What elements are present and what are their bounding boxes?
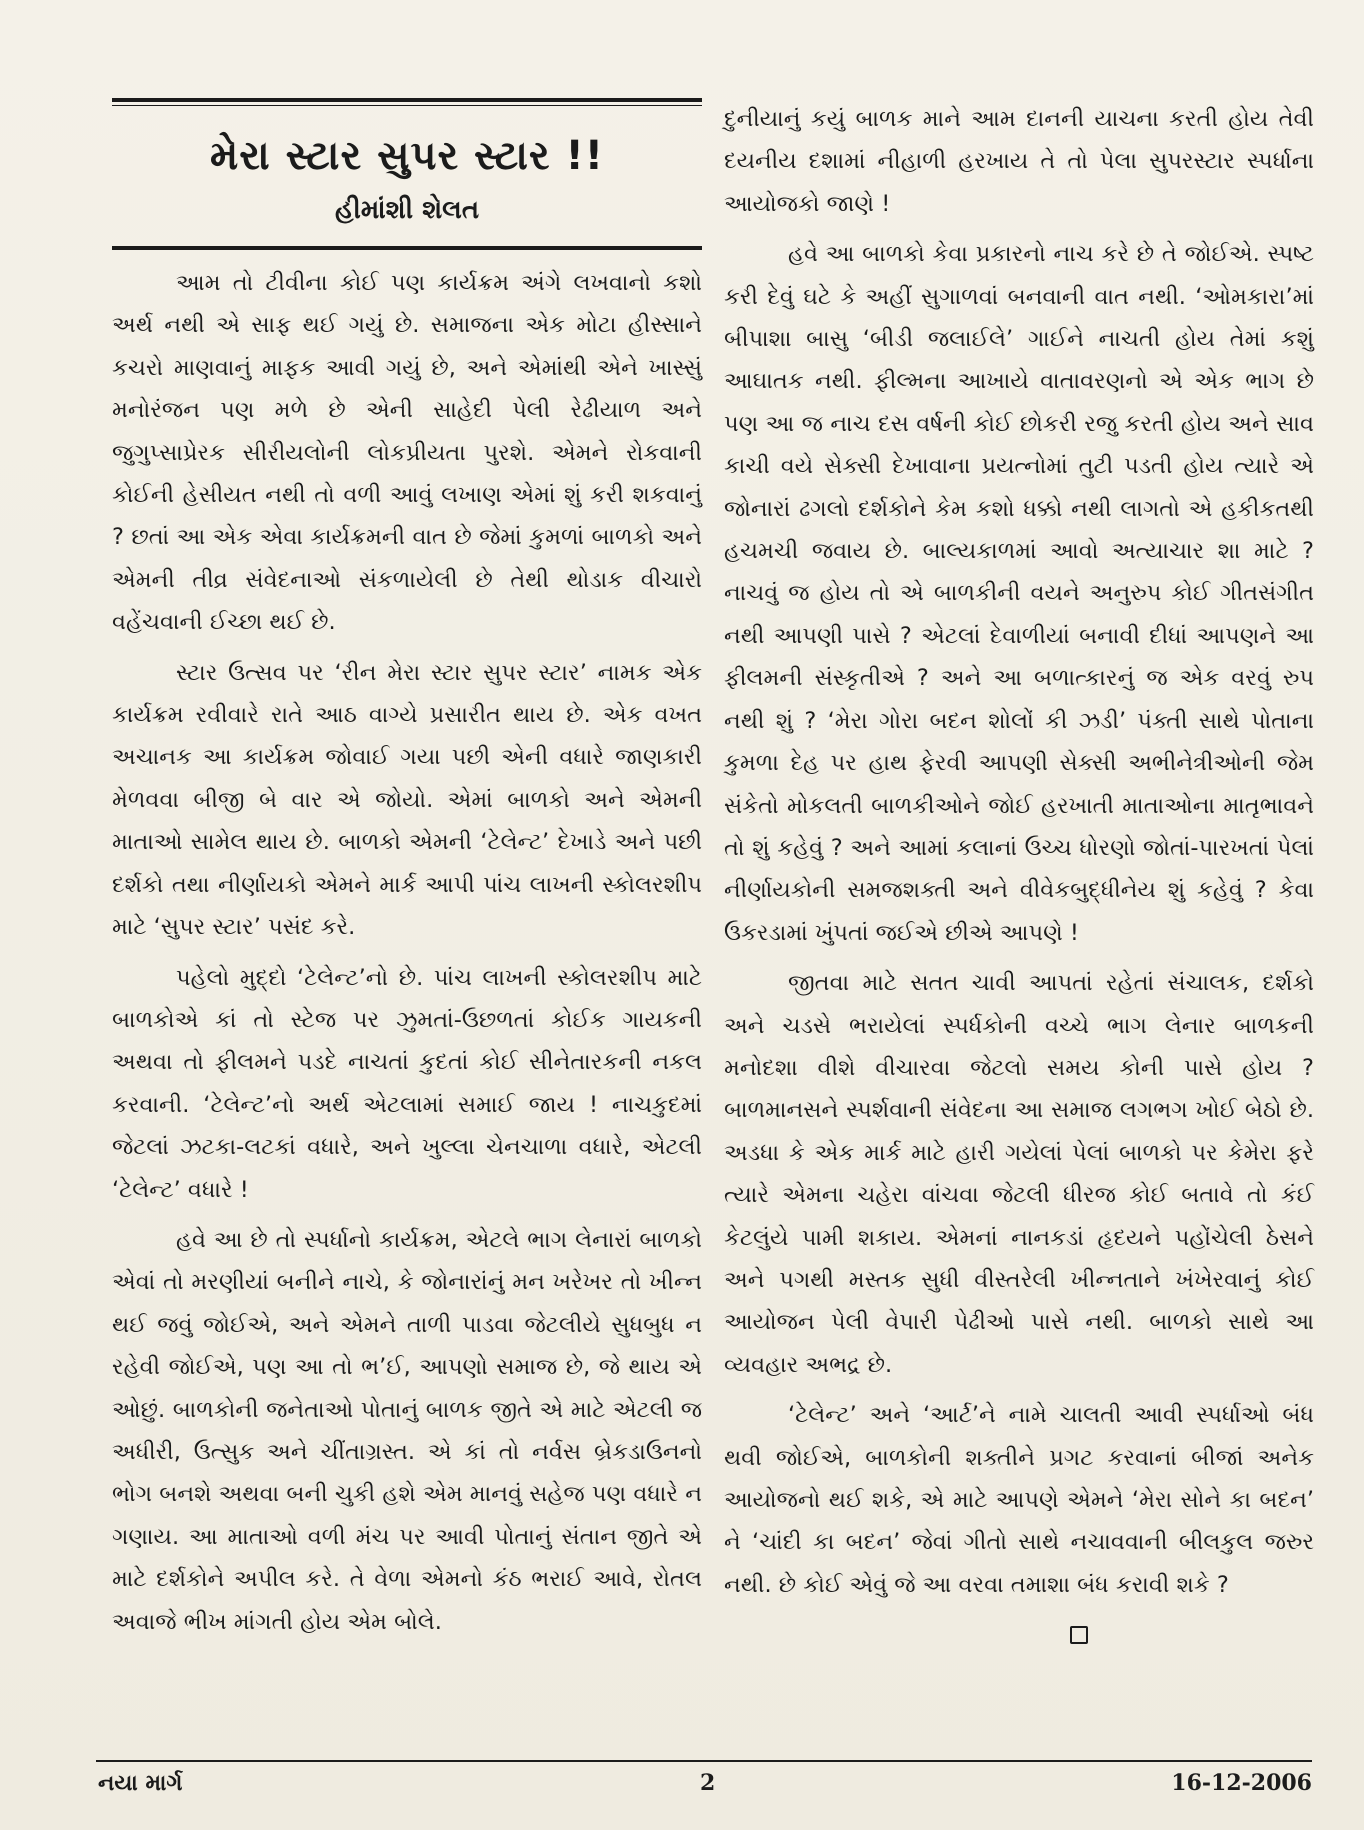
paragraph: હવે આ બાળકો કેવા પ્રકારનો નાચ કરે છે તે જોઈએ. સ્પષ્ટ કરી દેવું ઘટે કે અહીં સુગાળવાં બનવાની વાત નથી. ‘ઓમકારા’માં બીપાશા બાસુ ‘બીડી જલાઈલે’ ગાઈને નાચતી હોય તેમાં કશું આઘાતક નથી. ફીલ્મના આખાયે વાતાવરણનો એ એક ભાગ છે પણ આ જ નાચ દસ વર્ષની કોઈ છોકરી રજુ કરતી હોય અને સાવ કાચી વયે સેક્સી દેખાવાના પ્રયત્નોમાં તુટી પડતી હોય ત્યારે એ જોનારાં ઢગલો દર્શકોને કેમ કશો ધક્કો નથી લાગતો એ હકીકતથી હચમચી જવાય છે. બાલ્યકાળમાં આવો અત્યાચાર શા માટે ? નાચવું જ હોય તો એ બાળકીની વયને અનુરુપ કોઈ ગીતસંગીત નથી આપણી પાસે ? એટલાં દેવાળીયાં બનાવી દીધાં આપણને આ ફીલમની સંસ્કૃતીએ ? અને આ બળાત્કારનું જ એક વરવું રુપ નથી શું ? ‘મેરા ગોરા બદન શોલોં કી ઝડી’ પંક્તી સાથે પોતાના કુમળા દેહ પર હાથ ફેરવી આપણી સેક્સી અભીનેત્રીઓની જેમ સંકેતો મોકલતી બાળકીઓને જોઈ હરખાતી માતાઓના માતૃભાવને તો શું કહેવું ? અને આમાં કલાનાં ઉચ્ચ ધોરણો જોતાં-પારખતાં પેલાં નીર્ણાયકોની સમજશક્તી અને વીવેકબુદ્ધીનેય શું કહેવું ? કેવા ઉકરડામાં ખુંપતાં જઈએ છીએ આપણે !	[724, 241, 1314, 946]
paragraph: આમ તો ટીવીના કોઈ પણ કાર્યક્રમ અંગે લખવાનો કશો અર્થ નથી એ સાફ થઈ ગયું છે. સમાજના એક મોટા હીસ્સાને કચરો માણવાનું માફક આવી ગયું છે, અને એમાંથી એને ખાસ્સું મનોરંજન પણ મળે છે એની સાહેદી પેલી રેઢીયાળ અને જુગુપ્સાપ્રેરક સીરીયલોની લોકપ્રીયતા પુરશે. એમને રોકવાની કોઈની હેસીયત નથી તો વળી આવું લખાણ એમાં શું કરી શકવાનું ? છતાં આ એક એવા કાર્યક્રમની વાત છે જેમાં કુમળાં બાળકો અને એમની તીવ્ર સંવેદનાઓ સંકળાયેલી છે તેથી થોડાક વીચારો વહેંચવાની ઈચ્છા થઈ છે.	[112, 270, 702, 636]
paragraph: જીતવા માટે સતત ચાવી આપતાં રહેતાં સંચાલક, દર્શકો અને ચડસે ભરાયેલાં સ્પર્ધકોની વચ્ચે ભાગ લેનાર બાળકની મનોદશા વીશે વીચારવા જેટલો સમય કોની પાસે હોય ? બાળમાનસને સ્પર્શવાની સંવેદના આ સમાજ લગભગ ખોઈ બેઠો છે. અડધા કે એક માર્ક માટે હારી ગયેલાં પેલાં બાળકો પર કેમેરા ફરે ત્યારે એમના ચહેરા વાંચવા જેટલી ધીરજ કોઈ બતાવે તો કંઈ કેટલુંયે પામી શકાય. એમનાં નાનકડાં હૃદયને પહોંચેલી ઠેસને અને પગથી મસ્તક સુધી વીસ્તરેલી ખીન્નતાને ખંખેરવાનું કોઈ આયોજન પેલી વેપારી પેઢીઓ પાસે નથી. બાળકો સાથે આ વ્યવહાર અભદ્ર છે.	[724, 970, 1314, 1378]
title-top-rule	[112, 98, 702, 102]
footer-rule	[96, 1760, 1312, 1762]
right-column	[724, 98, 1314, 1654]
footer-date: 16-12-2006	[1171, 1770, 1312, 1796]
article-author: હીમાંશી શેલત	[334, 195, 480, 225]
paragraph: દુનીયાનું કયું બાળક માને આમ દાનની યાચના કરતી હોય તેવી દયનીય દશામાં નીહાળી હરખાય તે તો પેલા સુપરસ્ટાર સ્પર્ધાના આયોજકો જાણે !	[724, 106, 1314, 217]
title-top-rule-thin	[112, 105, 702, 106]
title-bottom-rule	[112, 246, 702, 250]
paragraph: સ્ટાર ઉત્સવ પર ‘રીન મેરા સ્ટાર સુપર સ્ટાર’ નામક એક કાર્યક્રમ રવીવારે રાતે આઠ વાગ્યે પ્રસારીત થાય છે. એક વખત અચાનક આ કાર્યક્રમ જોવાઈ ગયા પછી એની વધારે જાણકારી મેળવવા બીજી બે વાર એ જોયો. એમાં બાળકો અને એમની માતાઓ સામેલ થાય છે. બાળકો એમની ‘ટેલેન્ટ’ દેખાડે અને પછી દર્શકો તથા નીર્ણાયકો એમને માર્ક આપી પાંચ લાખની સ્કોલરશીપ માટે ‘સુપર સ્ટાર’ પસંદ કરે.	[112, 659, 702, 941]
paragraph: પહેલો મુદ્દો ‘ટેલેન્ટ’નો છે. પાંચ લાખની સ્કોલરશીપ માટે બાળકોએ કાં તો સ્ટેજ પર ઝુમતાં-ઉછળતાં કોઈક ગાયકની અથવા તો ફીલમને પડદે નાચતાં કુદતાં કોઈ સીનેતારકની નકલ કરવાની. ‘ટેલેન્ટ’નો અર્થ એટલામાં સમાઈ જાય ! નાચકુદમાં જેટલાં ઝટકા-લટકાં વધારે, અને ખુલ્લા ચેનચાળા વધારે, એટલી ‘ટેલેન્ટ’ વધારે !	[112, 964, 702, 1203]
end-of-article-mark	[724, 1614, 1314, 1654]
left-column	[112, 98, 702, 1651]
footer-page-number: 2	[700, 1770, 716, 1796]
paragraph: ‘ટેલેન્ટ’ અને ‘આર્ટ’ને નામે ચાલતી આવી સ્પર્ધાઓ બંધ થવી જોઈએ, બાળકોની શક્તીને પ્રગટ કરવાનાં બીજાં અનેક આયોજનો થઈ શકે, એ માટે આપણે એમને ‘મેરા સોને કા બદન’ ને ‘ચાંદી કા બદન’ જેવાં ગીતો સાથે નચાવવાની બીલકુલ જરુર નથી. છે કોઈ એવું જે આ વરવા તમાશા બંધ કરાવી શકે ?	[724, 1402, 1314, 1598]
square-icon	[1070, 1626, 1088, 1644]
article-title: મેરા સ્ટાર સુપર સ્ટાર !!	[209, 133, 605, 179]
paragraph: હવે આ છે તો સ્પર્ધાનો કાર્યક્રમ, એટલે ભાગ લેનારાં બાળકો એવાં તો મરણીયાં બનીને નાચે, કે જોનારાંનું મન ખરેખર તો ખીન્ન થઈ જવું જોઈએ, અને એમને તાળી પાડવા જેટલીયે સુધબુધ ન રહેવી જોઈએ, પણ આ તો ભ’ઈ, આપણો સમાજ છે, જે થાય એ ઓછું. બાળકોની જનેતાઓ પોતાનું બાળક જીતે એ માટે એટલી જ અધીરી, ઉત્સુક અને ચીંતાગ્રસ્ત. એ કાં તો નર્વસ બ્રેકડાઉનનો ભોગ બનશે અથવા બની ચુકી હશે એમ માનવું સહેજ પણ વધારે ન ગણાય. આ માતાઓ વળી મંચ પર આવી પોતાનું સંતાન જીતે એ માટે દર્શકોને અપીલ કરે. તે વેળા એમનો કંઠ ભરાઈ આવે, રોતલ અવાજે ભીખ માંગતી હોય એમ બોલે.	[112, 1226, 702, 1635]
footer-publication: નયા માર્ગ	[98, 1770, 183, 1796]
